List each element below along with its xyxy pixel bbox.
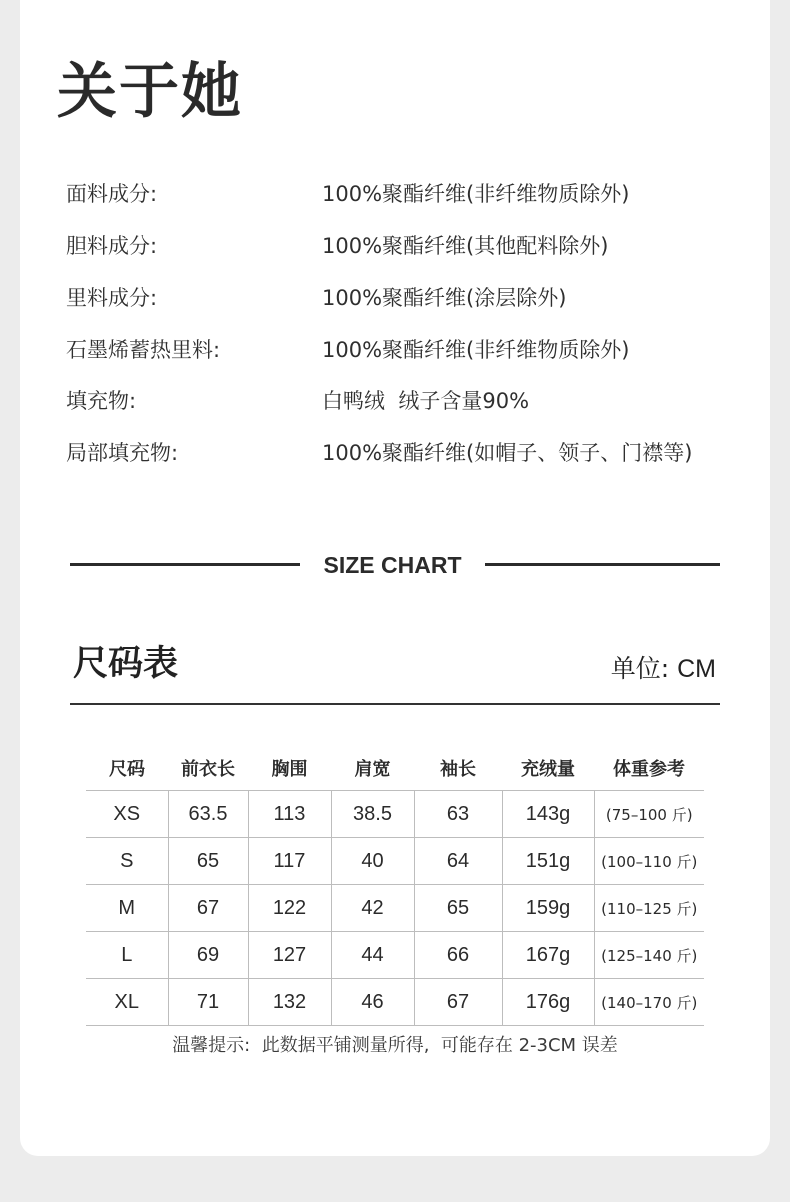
table-cell: 132 [248, 979, 331, 1026]
table-cell: 67 [414, 979, 502, 1026]
unit-label [611, 652, 716, 686]
table-cell: XS [86, 791, 168, 838]
table-row [86, 838, 704, 885]
spec-value: 100%聚酯纤维(非纤维物质除外) [322, 182, 630, 206]
spec-label: 面料成分: [66, 182, 158, 206]
column-header: 尺码 [86, 745, 168, 791]
table-cell: S [86, 838, 168, 885]
measurement-note: 温馨提示: 此数据平铺测量所得, 可能存在 2-3CM 误差 [172, 1035, 618, 1056]
table-cell: L [86, 932, 168, 979]
column-header: 体重参考 [594, 745, 704, 791]
size-table-title: 尺码表 [73, 644, 179, 684]
spec-value: 100%聚酯纤维(非纤维物质除外) [322, 338, 630, 362]
column-header: 前衣长 [168, 745, 248, 791]
column-header: 肩宽 [331, 745, 414, 791]
table-cell: 38.5 [331, 791, 414, 838]
table-cell: 63 [414, 791, 502, 838]
table-cell: 65 [414, 885, 502, 932]
table-header-row [86, 745, 704, 791]
table-cell: 117 [248, 838, 331, 885]
page-title: 关于她 [57, 57, 243, 127]
column-header: 袖长 [414, 745, 502, 791]
table-cell: M [86, 885, 168, 932]
spec-label: 石墨烯蓄热里料: [66, 338, 221, 362]
table-cell: 66 [414, 932, 502, 979]
table-cell: 69 [168, 932, 248, 979]
table-cell: 71 [168, 979, 248, 1026]
spec-value: 100%聚酯纤维(如帽子、领子、门襟等) [322, 441, 693, 465]
column-header: 充绒量 [502, 745, 594, 791]
table-cell: 167g [502, 932, 594, 979]
table-cell: 159g [502, 885, 594, 932]
table-cell: 40 [331, 838, 414, 885]
table-cell: (100–110 斤) [594, 838, 704, 885]
table-row [86, 932, 704, 979]
table-row [86, 885, 704, 932]
table-cell: 64 [414, 838, 502, 885]
table-row [86, 791, 704, 838]
column-header: 胸围 [248, 745, 331, 791]
title-rule [70, 703, 720, 705]
spec-label: 局部填充物: [66, 441, 179, 465]
table-cell: 122 [248, 885, 331, 932]
table-cell: 67 [168, 885, 248, 932]
table-cell: (125–140 斤) [594, 932, 704, 979]
table-cell: 176g [502, 979, 594, 1026]
table-cell: 113 [248, 791, 331, 838]
table-cell: XL [86, 979, 168, 1026]
table-cell: 42 [331, 885, 414, 932]
size-table [86, 745, 704, 1026]
table-cell: 46 [331, 979, 414, 1026]
table-cell: (110–125 斤) [594, 885, 704, 932]
divider-line-left [70, 563, 300, 566]
table-cell: 65 [168, 838, 248, 885]
spec-label: 填充物: [66, 389, 137, 413]
size-chart-heading: SIZE CHART [323, 552, 462, 578]
divider-line-right [485, 563, 720, 566]
unit-value: CM [677, 655, 716, 683]
spec-value: 100%聚酯纤维(涂层除外) [322, 286, 567, 310]
table-cell: (75–100 斤) [594, 791, 704, 838]
table-cell: 143g [502, 791, 594, 838]
table-row [86, 979, 704, 1026]
table-cell: (140–170 斤) [594, 979, 704, 1026]
table-cell: 151g [502, 838, 594, 885]
spec-value: 白鸭绒 绒子含量90% [322, 389, 530, 413]
unit-label-text: 单位: [610, 654, 670, 683]
spec-value: 100%聚酯纤维(其他配料除外) [322, 234, 609, 258]
table-cell: 44 [331, 932, 414, 979]
table-cell: 63.5 [168, 791, 248, 838]
spec-label: 胆料成分: [66, 234, 158, 258]
table-cell: 127 [248, 932, 331, 979]
spec-label: 里料成分: [66, 286, 158, 310]
